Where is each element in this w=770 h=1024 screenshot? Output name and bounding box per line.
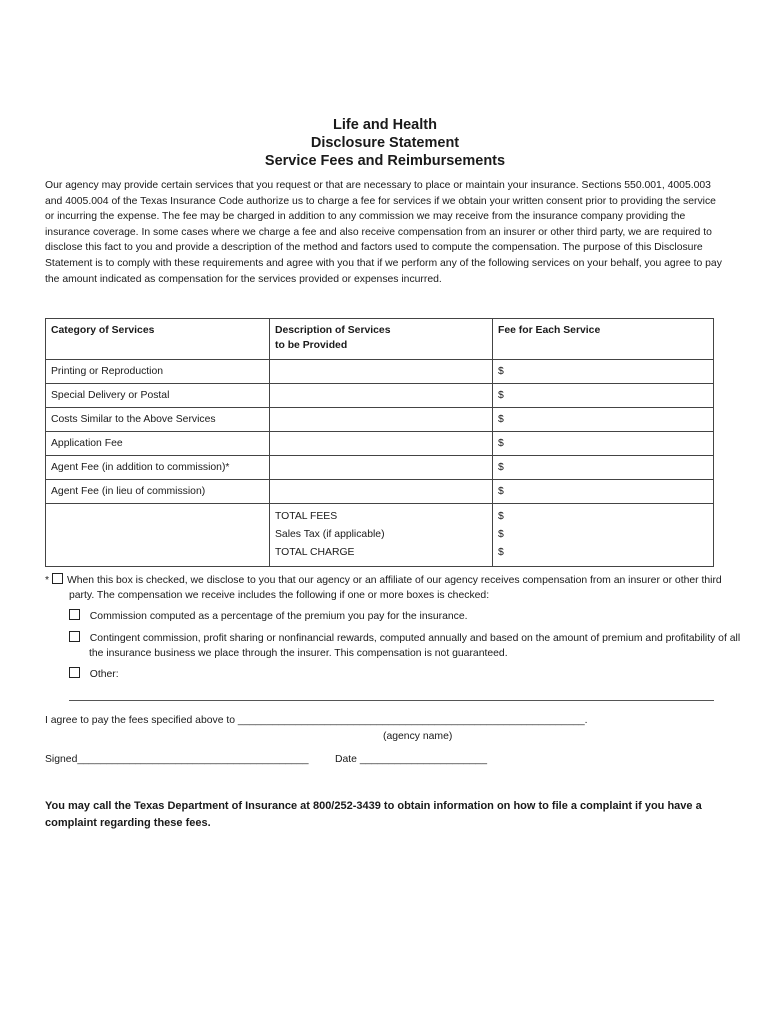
header-description (270, 319, 493, 360)
option-contingent-text: Contingent commission, profit sharing or nonfinancial rewards, computed annually and based on the amount of premium and profitability of all the insurance business we place through the insurer. This compensation is not guaranteed. (89, 633, 741, 659)
table-row (46, 432, 714, 456)
service-fees-table (45, 318, 714, 567)
asterisk: * (45, 575, 50, 586)
row-description-cell[interactable] (270, 432, 493, 456)
totals-blank-cell (46, 504, 270, 567)
contingent-checkbox[interactable] (69, 631, 80, 642)
total-fees-label: TOTAL FEES (275, 511, 338, 522)
row-description-cell[interactable] (270, 408, 493, 432)
other-input-line[interactable] (69, 700, 714, 701)
row-fee-cell[interactable]: $ (493, 384, 714, 408)
agreement-line[interactable]: I agree to pay the fees specified above to ____________________________________________________________. (45, 715, 588, 726)
title-line-3: Service Fees and Reimbursements (264, 153, 506, 169)
row-category: Agent Fee (in addition to commission)* (46, 456, 270, 480)
table-row (46, 456, 714, 480)
title-line-1: Life and Health (333, 117, 437, 133)
row-category: Application Fee (46, 432, 270, 456)
row-fee-cell[interactable]: $ (493, 408, 714, 432)
row-category: Costs Similar to the Above Services (46, 408, 270, 432)
compensation-disclosure (45, 573, 725, 603)
table-row (46, 480, 714, 504)
totals-values[interactable] (493, 504, 714, 567)
disclosure-text: When this box is checked, we disclose to you that our agency or an affiliate of our agency receives compensation from an insurer or other third party. The compensation we receive includes the following if one or more boxes is checked: (66, 575, 722, 601)
header-description-line-2: to be Provided (275, 340, 348, 351)
table-header-row (46, 319, 714, 360)
document-title (45, 116, 725, 170)
option-other (69, 667, 745, 682)
sales-tax-value[interactable]: $ (498, 529, 504, 540)
total-fees-value[interactable]: $ (498, 511, 504, 522)
other-checkbox[interactable] (69, 667, 80, 678)
row-fee-cell[interactable]: $ (493, 480, 714, 504)
signature-line[interactable]: Signed________________________________________ (45, 754, 309, 765)
header-category: Category of Services (46, 319, 270, 360)
disclosure-lead (45, 573, 725, 603)
option-commission-text: Commission computed as a percentage of the premium you pay for the insurance. (89, 611, 468, 622)
option-contingent (69, 631, 745, 661)
totals-labels (270, 504, 493, 567)
row-fee-cell[interactable]: $ (493, 456, 714, 480)
row-description-cell[interactable] (270, 480, 493, 504)
row-category: Agent Fee (in lieu of commission) (46, 480, 270, 504)
disclosure-checkbox[interactable] (52, 573, 63, 584)
row-category: Printing or Reproduction (46, 360, 270, 384)
intro-paragraph: Our agency may provide certain services that you request or that are necessary to place or maintain your insurance. Sections 550.001, 4005.003 and 4005.004 of the Texas Insurance Code authorize us to charge a fee for services if we obtain your written consent prior to providing the service or incurring the expense. The fee may be charged in addition to any commission we may receive from the insurance company providing the insurance coverage. In some cases where we charge a fee and also receive compensation from an insurer or other third party, we are required to disclose this fact to you and provide a description of the method and factors used to compute the compensation. The purpose of this Disclosure Statement is to comply with these requirements and agree with you that if we perform any of the following services on your behalf, you agree to pay the amount indicated as compensation for the services provided or expenses incurred. (45, 180, 722, 285)
complaint-notice: You may call the Texas Department of Insurance at 800/252-3439 to obtain information on how to file a complaint if you have a complaint regarding these fees. (45, 800, 702, 829)
header-fee: Fee for Each Service (493, 319, 714, 360)
total-charge-label: TOTAL CHARGE (275, 547, 355, 558)
commission-checkbox[interactable] (69, 609, 80, 620)
option-other-text: Other: (89, 669, 119, 680)
option-commission (69, 609, 745, 624)
row-category: Special Delivery or Postal (46, 384, 270, 408)
table-row (46, 360, 714, 384)
table-row (46, 408, 714, 432)
table-row (46, 384, 714, 408)
sales-tax-label: Sales Tax (if applicable) (275, 529, 385, 540)
row-description-cell[interactable] (270, 360, 493, 384)
totals-row (46, 504, 714, 567)
total-charge-value[interactable]: $ (498, 547, 504, 558)
agency-name-label: (agency name) (383, 731, 453, 742)
row-description-cell[interactable] (270, 456, 493, 480)
title-line-2: Disclosure Statement (310, 135, 460, 151)
row-description-cell[interactable] (270, 384, 493, 408)
row-fee-cell[interactable]: $ (493, 432, 714, 456)
header-description-line-1: Description of Services (275, 325, 391, 336)
row-fee-cell[interactable]: $ (493, 360, 714, 384)
date-line[interactable]: Date ______________________ (335, 754, 487, 765)
